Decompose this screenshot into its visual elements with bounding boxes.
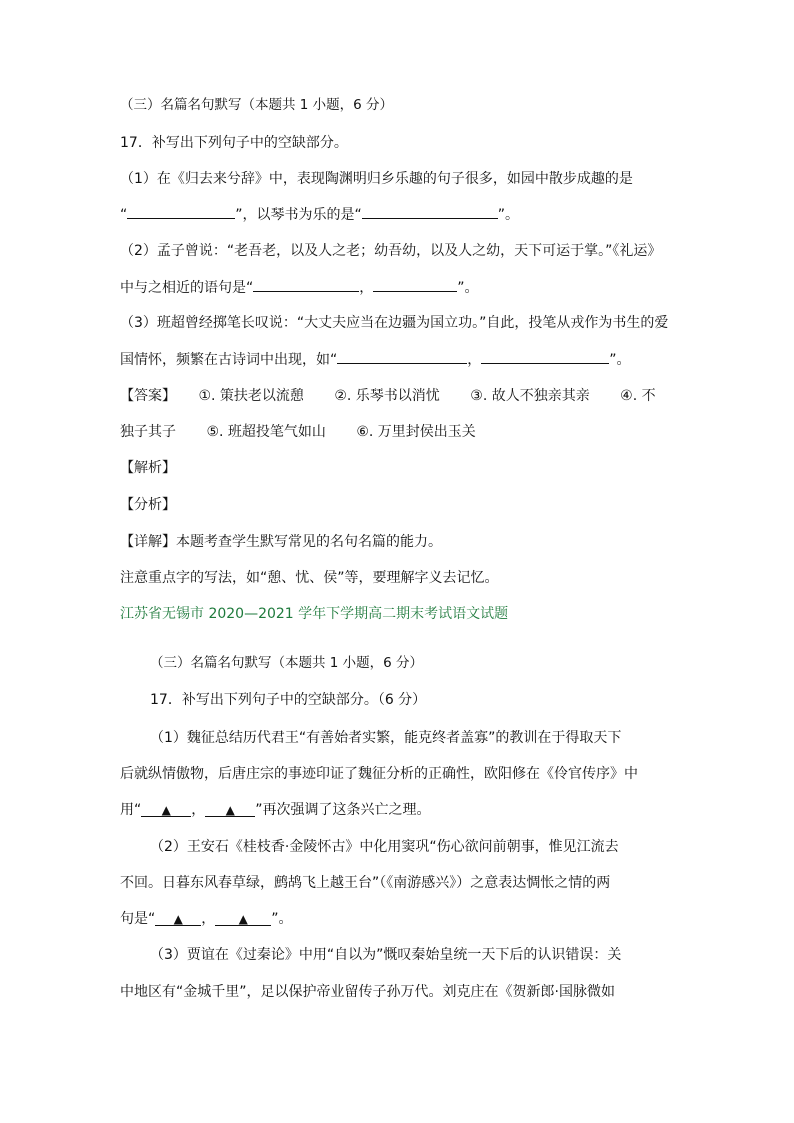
section-heading: （三）名篇名句默写（本题共 1 小题，6 分） (150, 655, 424, 671)
answer-row (120, 386, 656, 406)
q1-line-2: 后就纵情傲物，后唐庄宗的事迹印证了魏征分析的正确性，欧阳修在《伶官传序》中 (120, 766, 638, 782)
xiangjie-row: 【详解】本题考查学生默写常见的名句名篇的能力。 (120, 534, 442, 550)
answer-blank[interactable] (362, 204, 498, 219)
answer-item: 独子其子 (120, 424, 176, 440)
triangle-icon: ▲ (161, 803, 171, 817)
answer-blank[interactable] (205, 800, 255, 817)
answer-blank[interactable] (127, 204, 235, 219)
answer-item: ②. 乐琴书以消忧 (334, 388, 440, 404)
answer-item: ⑥. 万里封侯出玉关 (356, 424, 476, 440)
answer-blank[interactable] (481, 349, 609, 364)
q3-line-1: （3）班超曾经掷笔长叹说：“大丈夫应当在边疆为国立功。”自此，投笔从戎作为书生的爱 (120, 315, 669, 331)
jiexi-label: 【解析】 (120, 460, 176, 476)
triangle-icon: ▲ (173, 912, 183, 926)
q3-line-2: 国情怀，频繁在古诗词中出现，如“ ， ”。 (120, 349, 631, 370)
q1-line-3: 用“ ▲ ， ▲ ”再次强调了这条兴亡之理。 (120, 802, 431, 818)
question-stem: 17．补写出下列句子中的空缺部分。 (120, 135, 348, 151)
q2-line-1: （2）王安石《桂枝香·金陵怀古》中化用窦巩“伤心欲问前朝事，惟见江流去 (150, 839, 619, 855)
q2-line-3: 句是“ ▲ ， ▲ ”。 (120, 911, 293, 927)
triangle-icon: ▲ (225, 803, 235, 817)
answer-row-2 (120, 422, 476, 442)
fenxi-label: 【分析】 (120, 497, 176, 513)
q2-line-1: （2）孟子曾说：“老吾老，以及人之老；幼吾幼，以及人之幼，天下可运于掌。”《礼运》 (120, 243, 662, 259)
triangle-icon: ▲ (238, 912, 248, 926)
q1-line-1: （1）魏征总结历代君王“有善始者实繁，能克终者盖寡”的教训在于得取天下 (150, 730, 622, 746)
note-text: 注意重点字的写法，如“憩、忧、侯”等，要理解字义去记忆。 (120, 570, 499, 586)
answer-blank[interactable] (337, 349, 467, 364)
q2-line-2: 中与之相近的语句是“ ， ”。 (120, 277, 479, 298)
question-stem: 17．补写出下列句子中的空缺部分。（6 分） (150, 692, 427, 708)
q3-line-1: （3）贾谊在《过秦论》中用“自以为”慨叹秦始皇统一天下后的认识错误：关 (150, 947, 622, 963)
source-title: 江苏省无锡市 2020—2021 学年下学期高二期末考试语文试题 (120, 606, 509, 622)
answer-blank[interactable] (155, 909, 201, 926)
answer-item: ⑤. 班超投笔气如山 (206, 424, 326, 440)
xiangjie-label: 【详解】 (120, 534, 176, 550)
q2-line-2: 不回。日暮东风春草绿，鹧鸪飞上越王台”（《南游感兴》）之意表达惆怅之情的两 (120, 875, 611, 891)
q1-line-2: “ ”，以琴书为乐的是“ ”。 (120, 204, 519, 225)
section-heading: （三）名篇名句默写（本题共 1 小题，6 分） (120, 97, 394, 113)
answer-blank[interactable] (215, 909, 271, 926)
q3-line-2: 中地区有“金城千里”，足以保护帝业留传子孙万代。刘克庄在《贺新郎·国脉微如 (120, 984, 615, 1000)
q1-line-1: （1）在《归去来兮辞》中，表现陶渊明归乡乐趣的句子很多，如园中散步成趣的是 (120, 171, 633, 187)
answer-blank[interactable] (253, 277, 359, 292)
answer-blank[interactable] (141, 800, 191, 817)
answer-item: ④. 不 (620, 388, 656, 404)
answer-item: ③. 故人不独亲其亲 (470, 388, 590, 404)
answer-blank[interactable] (373, 277, 457, 292)
answer-item: ①. 策扶老以流憩 (198, 388, 304, 404)
answer-label: 【答案】 (120, 388, 176, 404)
